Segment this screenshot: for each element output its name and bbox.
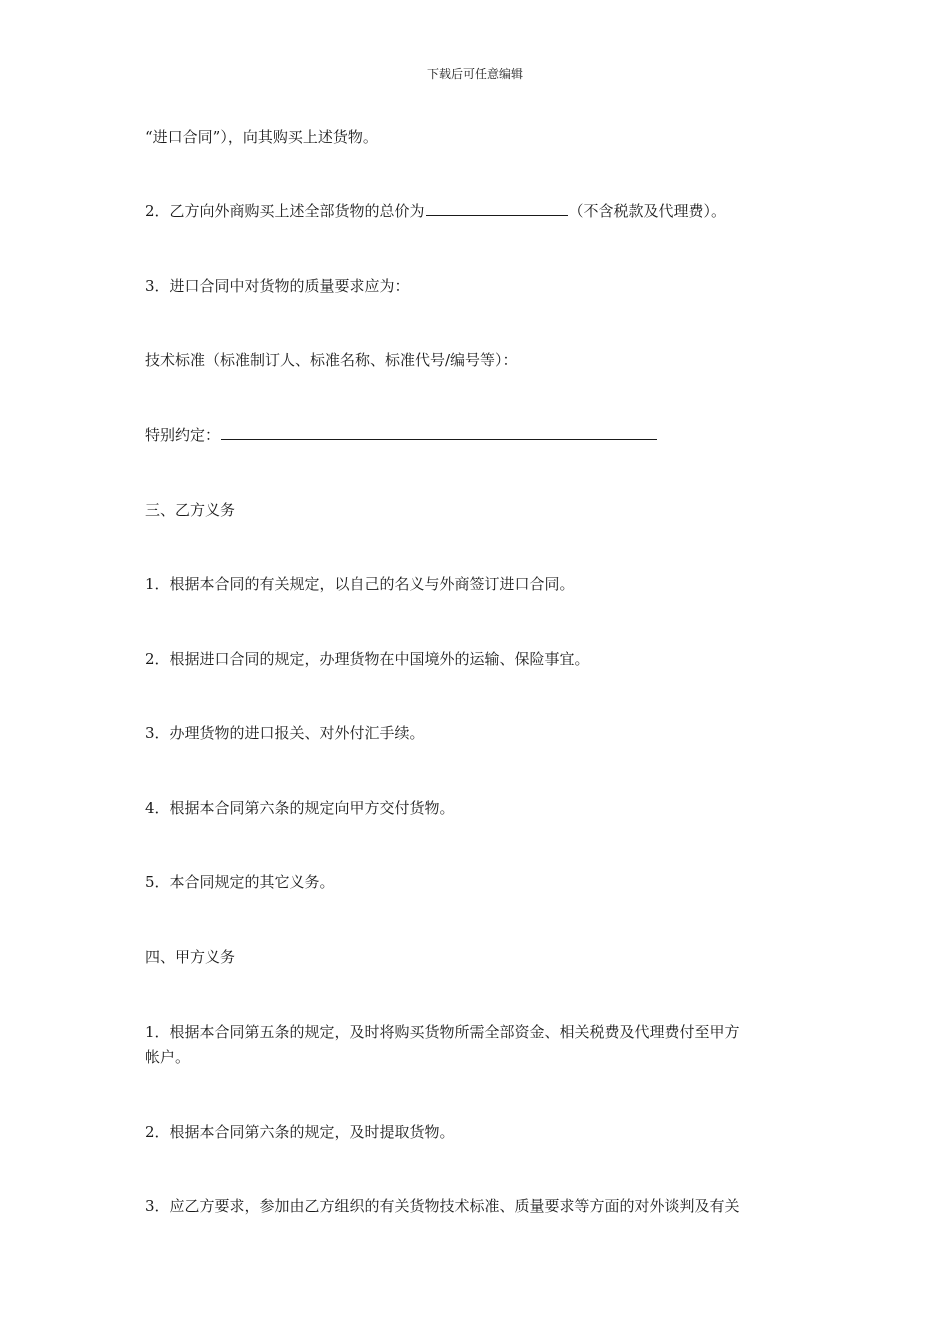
total-price-note: （不含税款及代理费）。	[568, 202, 727, 220]
list-item-b4: 4．根据本合同第六条的规定向甲方交付货物。	[145, 799, 455, 817]
list-item-c1-line2: 帐户。	[145, 1048, 191, 1066]
section-heading-party-b-obligations: 三、乙方义务	[145, 501, 236, 519]
paragraph-technical-standard: 技术标准（标准制订人、标准名称、标准代号/编号等）：	[145, 351, 518, 369]
section-heading-party-a-obligations: 四、甲方义务	[145, 948, 236, 966]
paragraph-quality-requirements: 3．进口合同中对货物的质量要求应为：	[145, 277, 410, 295]
paragraph-special-agreement	[145, 423, 810, 447]
list-item-b3: 3．办理货物的进口报关、对外付汇手续。	[145, 724, 425, 742]
list-item-c1-line1: 1．根据本合同第五条的规定，及时将购买货物所需全部资金、相关税费及代理费付至甲方	[145, 1023, 740, 1041]
list-item-b1: 1．根据本合同的有关规定，以自己的名义与外商签订进口合同。	[145, 575, 575, 593]
total-price-label: 2．乙方向外商购买上述全部货物的总价为	[145, 202, 425, 220]
special-agreement-label: 特别约定：	[145, 426, 221, 444]
list-item-b5: 5．本合同规定的其它义务。	[145, 873, 335, 891]
paragraph-import-contract: “进口合同”），向其购买上述货物。	[145, 128, 378, 146]
page-header: 下载后可任意编辑	[426, 67, 523, 81]
list-item-c3: 3．应乙方要求，参加由乙方组织的有关货物技术标准、质量要求等方面的对外谈判及有关	[145, 1197, 740, 1215]
special-agreement-blank[interactable]	[221, 423, 657, 440]
list-item-c2: 2．根据本合同第六条的规定，及时提取货物。	[145, 1123, 455, 1141]
list-item-b2: 2．根据进口合同的规定，办理货物在中国境外的运输、保险事宜。	[145, 650, 590, 668]
paragraph-total-price	[145, 199, 810, 223]
total-price-blank[interactable]	[426, 199, 568, 216]
